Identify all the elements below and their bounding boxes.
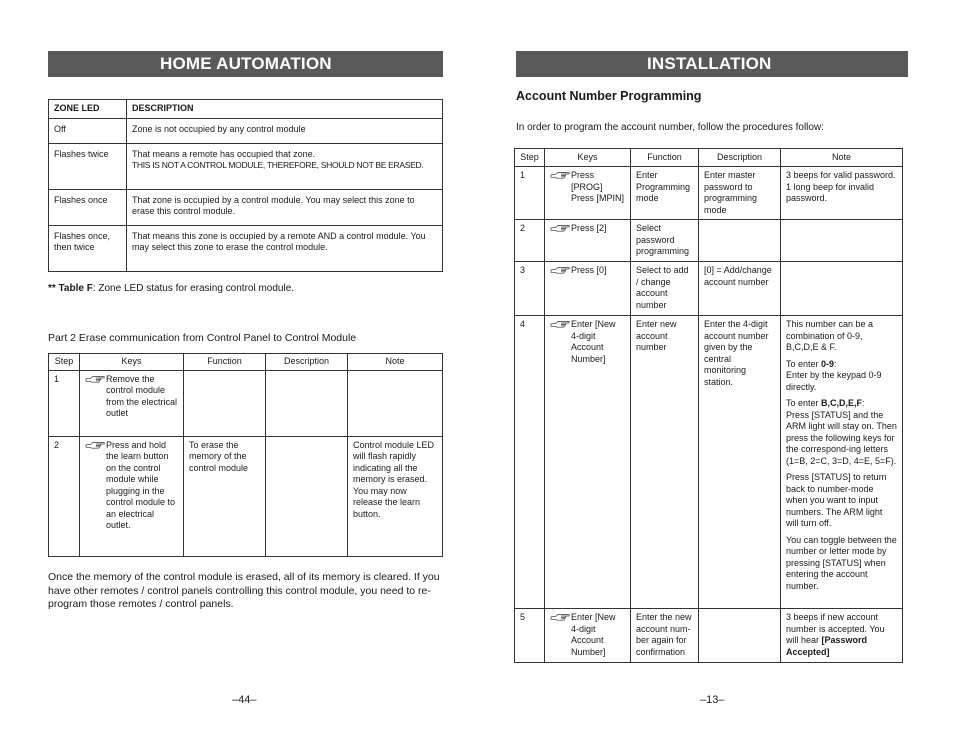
pointing-hand-icon [550, 612, 570, 622]
keys-cell [545, 262, 631, 316]
function-cell: Enter Programming mode [631, 167, 699, 220]
pointing-hand-icon [85, 440, 105, 450]
description-cell: Enter the 4-digit account number given by the central monitoring station. [699, 316, 781, 609]
function-header: Function [184, 354, 266, 371]
zone-led-header: ZONE LED [49, 100, 127, 119]
note-cell [781, 220, 903, 262]
description-cell [699, 220, 781, 262]
step-number: 1 [49, 370, 80, 436]
function-cell: Enter the new account num-ber again for confirmation [631, 609, 699, 663]
note-paragraph: Press [STATUS] to return back to number-mode when you want to input numbers. The ARM light will turn off. [786, 472, 887, 528]
step-number: 2 [515, 220, 545, 262]
step-number: 4 [515, 316, 545, 609]
left-page-number: –44– [232, 694, 257, 706]
note-emphasis: 0-9 [821, 358, 835, 369]
erase-table [48, 353, 443, 557]
intro-text: In order to program the account number, follow the procedures follow: [516, 122, 824, 133]
zone-led-description: That zone is occupied by a control module. You may select this zone to erase this control module. [127, 189, 443, 225]
keys-text: Enter [New 4-digit Account Number] [571, 612, 616, 657]
note-text: To enter [786, 358, 822, 369]
note-text: 3 beeps if new account number is accepted. You will hear [786, 612, 885, 645]
keys-cell [80, 370, 184, 436]
description-header: Description [266, 354, 348, 371]
zone-led-value: Flashes twice [49, 143, 127, 189]
right-section-banner: INSTALLATION [516, 51, 908, 77]
zone-led-value: Off [49, 118, 127, 143]
note-cell [781, 262, 903, 316]
description-header: DESCRIPTION [127, 100, 443, 119]
note-header: Note [348, 354, 443, 371]
step-number: 1 [515, 167, 545, 220]
zone-led-description [127, 143, 443, 189]
pointing-hand-icon [550, 319, 570, 329]
warning-line: THIS IS NOT A CONTROL MODULE, THEREFORE, SHOULD NOT BE ERASED. [132, 160, 424, 170]
right-page-number: –13– [700, 694, 725, 706]
step-number: 2 [49, 436, 80, 556]
note-text: To enter [786, 398, 822, 408]
table-caption [48, 282, 294, 296]
note-emphasis: B,C,D,E,F [821, 398, 863, 408]
note-emphasis: [Password Accepted] [786, 635, 868, 657]
keys-text: Press [2] [571, 223, 607, 233]
keys-cell [545, 316, 631, 609]
keys-cell [545, 220, 631, 262]
section-heading: Account Number Programming [516, 89, 702, 103]
keys-header: Keys [80, 354, 184, 371]
note-cell: Control module LED will flash rapidly indicating all the memory is erased. You may now release the learn button. [348, 436, 443, 556]
keys-cell [80, 436, 184, 556]
step-number: 3 [515, 262, 545, 316]
pointing-hand-icon [550, 265, 570, 275]
description-cell [266, 436, 348, 556]
keys-header: Keys [545, 149, 631, 167]
function-cell: Select to add / change account number [631, 262, 699, 316]
keys-cell [545, 609, 631, 663]
note-cell: 3 beeps for valid password. 1 long beep for invalid password. [781, 167, 903, 220]
step-number: 5 [515, 609, 545, 663]
left-section-banner: HOME AUTOMATION [48, 51, 443, 77]
description-cell: [0] = Add/change account number [699, 262, 781, 316]
keys-text: Enter [New 4-digit Account Number] [571, 319, 616, 364]
caption-label: ** Table F [48, 283, 93, 294]
footer-paragraph: Once the memory of the control module is erased, all of its memory is cleared. If you have other remotes / control panels controlling this control module, you need to re-program those remotes / control panels. [48, 571, 440, 610]
pointing-hand-icon [550, 170, 570, 180]
function-cell: To erase the memory of the control module [184, 436, 266, 556]
keys-text: Press [PROG] Press [MPIN] [571, 170, 625, 203]
description-cell [699, 609, 781, 663]
zone-led-description: That means this zone is occupied by a remote AND a control module. You may select this zone to erase the control module. [127, 225, 443, 271]
note-text: : [862, 398, 865, 408]
description-line: That means a remote has occupied that zone. [132, 148, 316, 159]
part2-title: Part 2 Erase communication from Control Panel to Control Module [48, 332, 357, 344]
note-paragraph: This number can be a combination of 0-9, B,C,D,E & F. [786, 319, 874, 352]
function-cell: Enter new account number [631, 316, 699, 609]
function-cell: Select password programming [631, 220, 699, 262]
zone-led-description: Zone is not occupied by any control module [127, 118, 443, 143]
note-paragraph [786, 359, 897, 394]
pointing-hand-icon [550, 223, 570, 233]
description-cell: Enter master password to programming mode [699, 167, 781, 220]
note-cell [781, 316, 903, 609]
keys-text: Press [0] [571, 265, 607, 275]
note-text: Press [STATUS] and the ARM light will stay on. Then press the following keys for the correspond-ing letters (1=B, 2=C, 3=D, 4=E, 5=F). [786, 409, 897, 466]
caption-text: : Zone LED status for erasing control module. [92, 283, 295, 294]
account-programming-table [514, 148, 903, 663]
note-paragraph: You can toggle between the number or letter mode by pressing [STATUS] when entering the account number. [786, 534, 897, 591]
zone-led-value: Flashes once, then twice [49, 225, 127, 271]
step-header: Step [515, 149, 545, 167]
note-text: : [834, 358, 837, 369]
pointing-hand-icon [85, 374, 105, 384]
function-header: Function [631, 149, 699, 167]
zone-led-value: Flashes once [49, 189, 127, 225]
zone-led-table [48, 99, 443, 272]
function-cell [184, 370, 266, 436]
description-header: Description [699, 149, 781, 167]
note-text: Enter by the keypad 0-9 directly. [786, 370, 882, 392]
note-cell [781, 609, 903, 663]
keys-text: Press and hold the learn button on the control module while plugging in the control module to an electrical outlet. [106, 439, 176, 530]
note-cell [348, 370, 443, 436]
step-header: Step [49, 354, 80, 371]
description-cell [266, 370, 348, 436]
keys-text: Remove the control module from the electrical outlet [106, 373, 178, 418]
note-header: Note [781, 149, 903, 167]
note-paragraph [786, 398, 897, 467]
keys-cell [545, 167, 631, 220]
